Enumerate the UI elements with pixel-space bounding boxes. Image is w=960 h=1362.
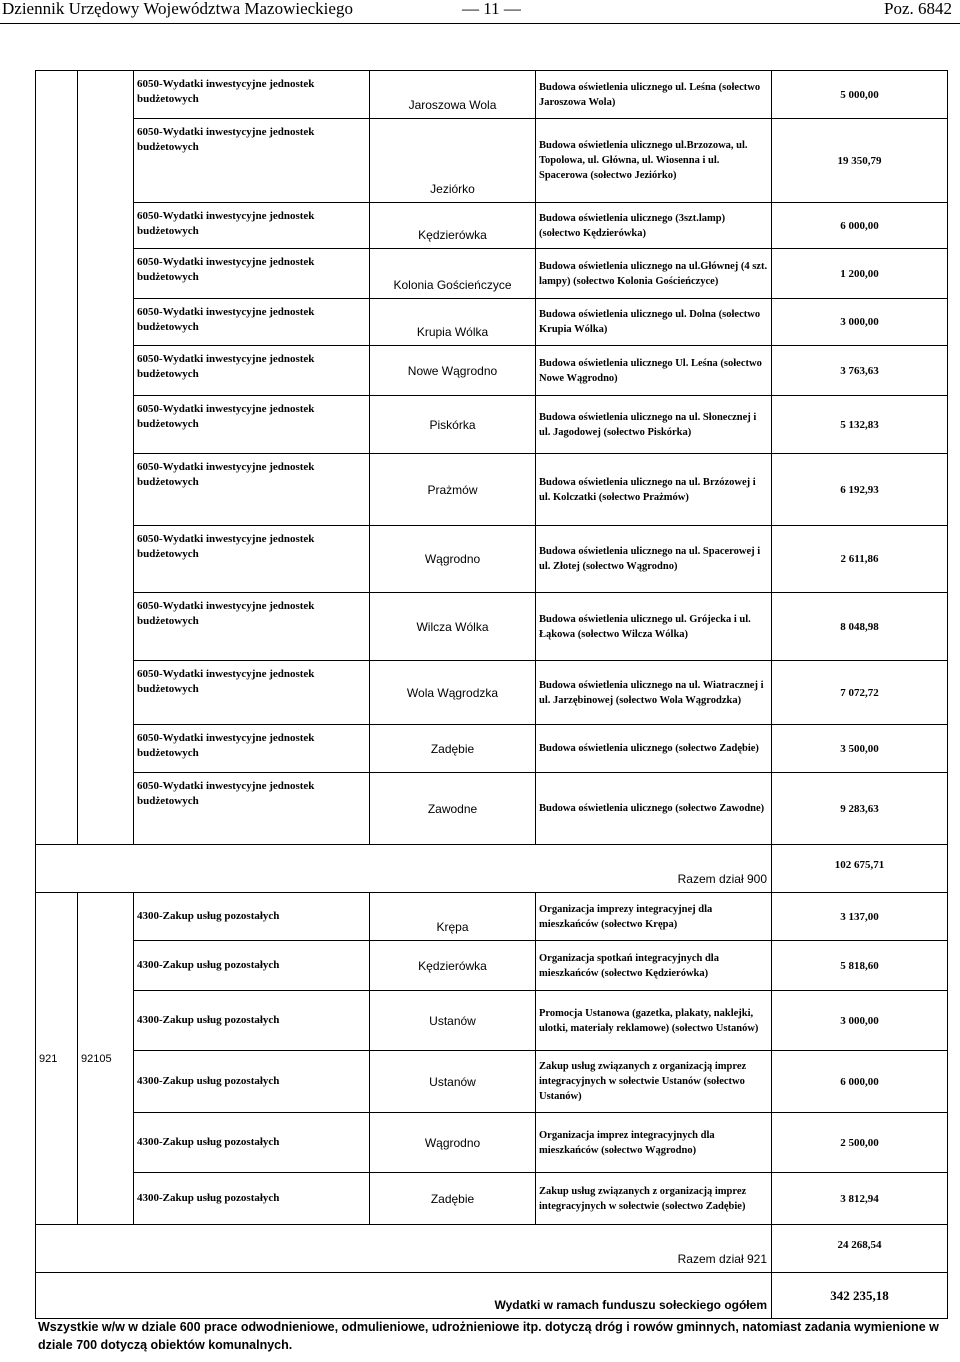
amount-cell: 3 000,00	[772, 299, 948, 346]
total-amount: 342 235,18	[772, 1273, 948, 1319]
paragraph-cell: 6050-Wydatki inwestycyjne jednostek budżetowych	[134, 71, 370, 119]
solectwo-cell: Wola Wągrodzka	[370, 661, 536, 725]
amount-cell: 3 000,00	[772, 991, 948, 1051]
table-row	[36, 119, 948, 203]
total-row	[36, 1273, 948, 1319]
paragraph-cell: 4300-Zakup usług pozostałych	[134, 941, 370, 991]
task-cell: Budowa oświetlenia ulicznego na ul. Brzózowej i ul. Kolczatki (sołectwo Prażmów)	[536, 454, 772, 526]
task-cell: Budowa oświetlenia ulicznego na ul.Głównej (4 szt. lampy) (sołectwo Kolonia Gościeńczyce)	[536, 249, 772, 299]
amount-cell: 3 500,00	[772, 725, 948, 773]
solectwo-cell: Ustanów	[370, 1051, 536, 1113]
amount-cell: 19 350,79	[772, 119, 948, 203]
solectwo-cell: Nowe Wągrodno	[370, 346, 536, 396]
solectwo-cell: Ustanów	[370, 991, 536, 1051]
paragraph-cell: 4300-Zakup usług pozostałych	[134, 1051, 370, 1113]
table-row	[36, 773, 948, 845]
table-row	[36, 249, 948, 299]
task-cell: Budowa oświetlenia ulicznego ul. Leśna (sołectwo Jaroszowa Wola)	[536, 71, 772, 119]
rozdzial-cell	[78, 71, 134, 845]
total-label: Wydatki w ramach funduszu sołeckiego ogółem	[36, 1273, 772, 1319]
paragraph-cell: 6050-Wydatki inwestycyjne jednostek budżetowych	[134, 773, 370, 845]
solectwo-cell: Prażmów	[370, 454, 536, 526]
table-row	[36, 1051, 948, 1113]
task-cell: Budowa oświetlenia ulicznego (sołectwo Zadębie)	[536, 725, 772, 773]
task-cell: Budowa oświetlenia ulicznego (3szt.lamp) (sołectwo Kędzierówka)	[536, 203, 772, 249]
amount-cell: 9 283,63	[772, 773, 948, 845]
table-row	[36, 593, 948, 661]
solectwo-cell: Kędzierówka	[370, 203, 536, 249]
paragraph-cell: 6050-Wydatki inwestycyjne jednostek budżetowych	[134, 593, 370, 661]
task-cell: Budowa oświetlenia ulicznego ul.Brzozowa, ul. Topolowa, ul. Główna, ul. Wiosenna i ul. Spacerowa (sołectwo Jeziórko)	[536, 119, 772, 203]
paragraph-cell: 6050-Wydatki inwestycyjne jednostek budżetowych	[134, 299, 370, 346]
position-number: Poz. 6842	[884, 0, 952, 18]
amount-cell: 3 763,63	[772, 346, 948, 396]
paragraph-cell: 4300-Zakup usług pozostałych	[134, 991, 370, 1051]
task-cell: Organizacja spotkań integracyjnych dla mieszkańców (sołectwo Kędzierówka)	[536, 941, 772, 991]
paragraph-cell: 4300-Zakup usług pozostałych	[134, 1173, 370, 1225]
table-row	[36, 941, 948, 991]
amount-cell: 6 000,00	[772, 203, 948, 249]
task-cell: Zakup usług związanych z organizacją imprez integracyjnych w sołectwie Ustanów (sołectwo Ustanów)	[536, 1051, 772, 1113]
amount-cell: 3 812,94	[772, 1173, 948, 1225]
paragraph-cell: 6050-Wydatki inwestycyjne jednostek budżetowych	[134, 526, 370, 593]
solectwo-cell: Zadębie	[370, 1173, 536, 1225]
amount-cell: 5 000,00	[772, 71, 948, 119]
task-cell: Organizacja imprezy integracyjnej dla mieszkańców (sołectwo Krępa)	[536, 893, 772, 941]
amount-cell: 6 192,93	[772, 454, 948, 526]
solectwo-cell: Wilcza Wólka	[370, 593, 536, 661]
task-cell: Budowa oświetlenia ulicznego na ul. Spacerowej i ul. Złotej (sołectwo Wągrodno)	[536, 526, 772, 593]
sum-amount: 24 268,54	[772, 1225, 948, 1273]
table-row	[36, 299, 948, 346]
paragraph-cell: 6050-Wydatki inwestycyjne jednostek budżetowych	[134, 725, 370, 773]
sum-label: Razem dział 921	[36, 1225, 772, 1273]
task-cell: Budowa oświetlenia ulicznego na ul. Słonecznej i ul. Jagodowej (sołectwo Piskórka)	[536, 396, 772, 454]
amount-cell: 5 818,60	[772, 941, 948, 991]
amount-cell: 5 132,83	[772, 396, 948, 454]
budget-table	[35, 70, 948, 1319]
table-row	[36, 71, 948, 119]
amount-cell: 3 137,00	[772, 893, 948, 941]
table-row	[36, 396, 948, 454]
solectwo-cell: Zawodne	[370, 773, 536, 845]
dzial-cell	[36, 71, 78, 845]
solectwo-cell: Zadębie	[370, 725, 536, 773]
task-cell: Budowa oświetlenia ulicznego ul. Dolna (sołectwo Krupia Wólka)	[536, 299, 772, 346]
paragraph-cell: 6050-Wydatki inwestycyjne jednostek budżetowych	[134, 396, 370, 454]
task-cell: Budowa oświetlenia ulicznego ul. Grójecka i ul. Łąkowa (sołectwo Wilcza Wólka)	[536, 593, 772, 661]
table-row	[36, 526, 948, 593]
page-header	[0, 0, 960, 24]
sum-label: Razem dział 900	[36, 845, 772, 893]
amount-cell: 6 000,00	[772, 1051, 948, 1113]
solectwo-cell: Kolonia Gościeńczyce	[370, 249, 536, 299]
sum-row	[36, 845, 948, 893]
paragraph-cell: 6050-Wydatki inwestycyjne jednostek budżetowych	[134, 454, 370, 526]
table-row	[36, 203, 948, 249]
paragraph-cell: 6050-Wydatki inwestycyjne jednostek budżetowych	[134, 346, 370, 396]
amount-cell: 8 048,98	[772, 593, 948, 661]
footnote: Wszystkie w/w w dziale 600 prace odwodnieniowe, odmulieniowe, udrożnieniowe itp. dotyczą dróg i rowów gminnych, natomiast zadania wymienione w dziale 700 dotyczą obiektów komunalnych.	[38, 1320, 939, 1352]
amount-cell: 2 500,00	[772, 1113, 948, 1173]
solectwo-cell: Piskórka	[370, 396, 536, 454]
paragraph-cell: 6050-Wydatki inwestycyjne jednostek budżetowych	[134, 249, 370, 299]
task-cell: Organizacja imprez integracyjnych dla mieszkańców (sołectwo Wągrodno)	[536, 1113, 772, 1173]
task-cell: Budowa oświetlenia ulicznego Ul. Leśna (sołectwo Nowe Wągrodno)	[536, 346, 772, 396]
table-row	[36, 725, 948, 773]
paragraph-cell: 6050-Wydatki inwestycyjne jednostek budżetowych	[134, 119, 370, 203]
paragraph-cell: 6050-Wydatki inwestycyjne jednostek budżetowych	[134, 661, 370, 725]
sum-amount: 102 675,71	[772, 845, 948, 893]
table-row	[36, 893, 948, 941]
solectwo-cell: Wągrodno	[370, 1113, 536, 1173]
header-divider	[0, 23, 960, 24]
paragraph-cell: 4300-Zakup usług pozostałych	[134, 893, 370, 941]
solectwo-cell: Wągrodno	[370, 526, 536, 593]
paragraph-cell: 6050-Wydatki inwestycyjne jednostek budżetowych	[134, 203, 370, 249]
journal-title: Dziennik Urzędowy Województwa Mazowieckiego	[2, 0, 353, 18]
sum-row	[36, 1225, 948, 1273]
amount-cell: 2 611,86	[772, 526, 948, 593]
task-cell: Promocja Ustanowa (gazetka, plakaty, naklejki, ulotki, materiały reklamowe) (sołectwo Ustanów)	[536, 991, 772, 1051]
table-row	[36, 661, 948, 725]
table-row	[36, 454, 948, 526]
amount-cell: 7 072,72	[772, 661, 948, 725]
solectwo-cell: Krupia Wólka	[370, 299, 536, 346]
solectwo-cell: Jaroszowa Wola	[370, 71, 536, 119]
solectwo-cell: Kędzierówka	[370, 941, 536, 991]
solectwo-cell: Jeziórko	[370, 119, 536, 203]
table-row	[36, 1173, 948, 1225]
paragraph-cell: 4300-Zakup usług pozostałych	[134, 1113, 370, 1173]
amount-cell: 1 200,00	[772, 249, 948, 299]
solectwo-cell: Krępa	[370, 893, 536, 941]
task-cell: Zakup usług związanych z organizacją imprez integracyjnych w sołectwie (sołectwo Zadębie)	[536, 1173, 772, 1225]
table-row	[36, 991, 948, 1051]
table-row	[36, 346, 948, 396]
dzial-cell: 921	[36, 893, 78, 1225]
task-cell: Budowa oświetlenia ulicznego (sołectwo Zawodne)	[536, 773, 772, 845]
task-cell: Budowa oświetlenia ulicznego na ul. Wiatracznej i ul. Jarzębinowej (sołectwo Wola Wągrodzka)	[536, 661, 772, 725]
table-row	[36, 1113, 948, 1173]
rozdzial-cell: 92105	[78, 893, 134, 1225]
page-number: — 11 —	[462, 0, 521, 18]
